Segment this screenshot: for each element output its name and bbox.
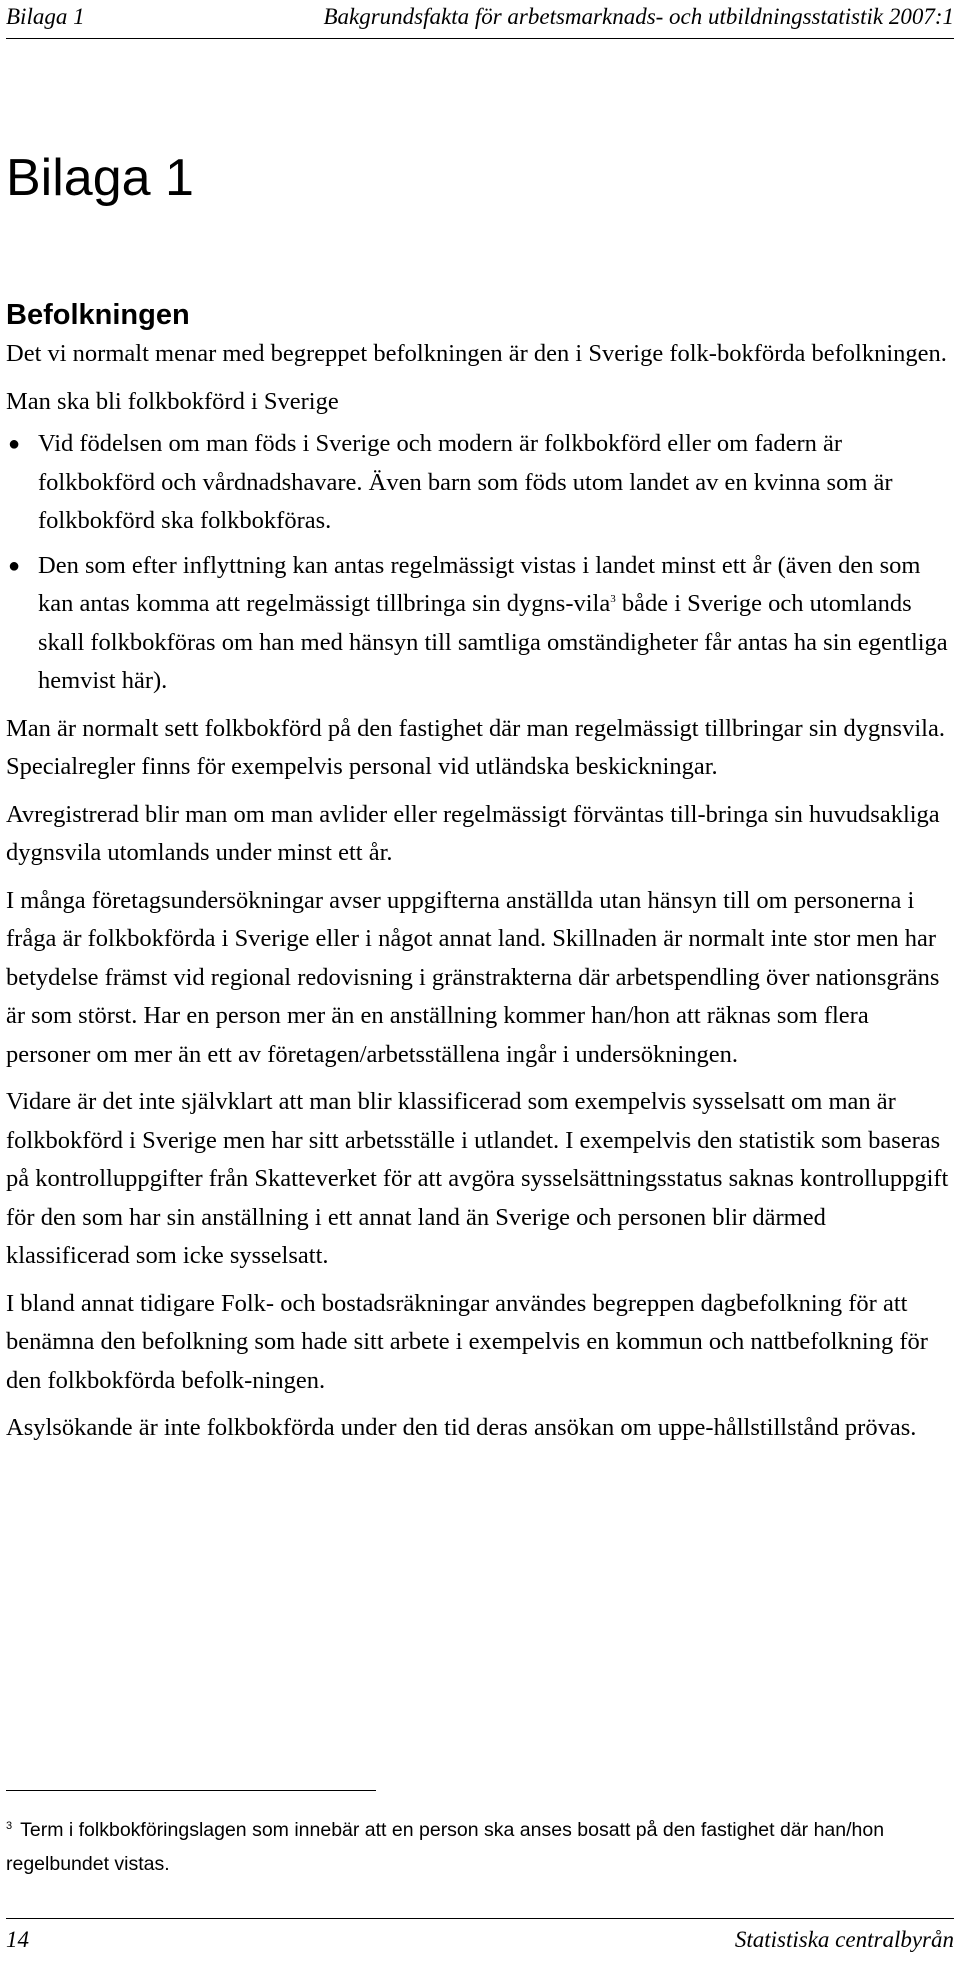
- footnote-number: 3: [6, 1819, 13, 1832]
- list-item: [6, 425, 954, 541]
- page-number: 14: [6, 1927, 29, 1952]
- bullet-icon: ●: [8, 554, 21, 577]
- footnote-text: Term i folkbokföringslagen som innebär att en person ska anses bosatt på den fastighet där han/hon regelbundet vistas.: [6, 1819, 885, 1875]
- footnote: [6, 1813, 954, 1881]
- publisher-name: Statistiska centralbyrån: [734, 1927, 954, 1952]
- footnote-ref: 3: [610, 592, 616, 605]
- page-title: Bilaga 1: [6, 149, 194, 207]
- list-item-text: Vid födelsen om man föds i Sverige och modern är folkbokförd eller om fadern är folkbokförd och vårdnadshavare. Även barn som föds utom landet av en kvinna som är folkbokförd ska folkbokföras.: [38, 430, 893, 534]
- header-left: Bilaga 1: [6, 4, 85, 29]
- paragraph: Man är normalt sett folkbokförd på den fastighet där man regelmässigt tillbringar sin dygnsvila. Specialregler finns för exempelvis personal vid utländska beskickningar.: [6, 714, 945, 780]
- paragraph: I många företagsundersökningar avser uppgifterna anställda utan hänsyn till om personerna i fråga är folkbokförda i Sverige eller i något annat land. Skillnaden är normalt inte stor men har betydelse främst vid regional redovisning i gränstrakterna där arbetspendling över nationsgräns är som störst. Har en person mer än en anställning kommer han/hon att räknas som flera personer om mer än ett av företagen/arbetsställena ingår i undersökningen.: [6, 886, 940, 1068]
- paragraph: Vidare är det inte självklart att man blir klassificerad som exempelvis sysselsatt om man är folkbokförd i Sverige men har sitt arbetsställe i utlandet. I exempelvis den statistik som baseras på kontrolluppgifter från Skatteverket för att avgöra sysselsättningsstatus saknas kontrolluppgift för den som har sin anställning i ett annat land än Sverige och personen blir därmed klassificerad som icke sysselsatt.: [6, 1088, 949, 1269]
- list-item-text-cont: både i Sverige och utomlands skall folkbokföras om han med hänsyn till samtliga omständigheter får antas ha sin egentliga hemvist här).: [38, 590, 948, 694]
- body-text: [6, 295, 954, 1457]
- paragraph: Avregistrerad blir man om man avlider eller regelmässigt förväntas till-bringa sin huvudsakliga dygnsvila utomlands under minst ett år.: [6, 800, 940, 866]
- intro-paragraph: Det vi normalt menar med begreppet befolkningen är den i Sverige folk-bokförda befolkningen.: [6, 340, 947, 367]
- header-right: Bakgrundsfakta för arbetsmarknads- och utbildningsstatistik 2007:1: [323, 4, 954, 29]
- running-footer: [6, 1918, 954, 1961]
- bullet-list: [6, 425, 954, 701]
- paragraph: I bland annat tidigare Folk- och bostadsräkningar användes begreppen dagbefolkning för att benämna den befolkning som hade sitt arbete i exempelvis en kommun och nattbefolkning för den folkbokförda befolk-ningen.: [6, 1289, 928, 1394]
- bullet-icon: ●: [8, 433, 21, 455]
- footnote-divider: [6, 1790, 376, 1791]
- lead-paragraph: Man ska bli folkbokförd i Sverige: [6, 387, 339, 415]
- list-item: [6, 547, 954, 701]
- list-item-text: Den som efter inflyttning kan antas regelmässigt vistas i landet minst ett år (även den som kan antas komma att regelmässigt tillbringa sin dygns-vila: [38, 551, 921, 617]
- section-heading: Befolkningen: [6, 299, 190, 331]
- paragraph: Asylsökande är inte folkbokförda under den tid deras ansökan om uppe-hållstillstånd prövas.: [6, 1414, 917, 1441]
- running-header: [6, 0, 954, 39]
